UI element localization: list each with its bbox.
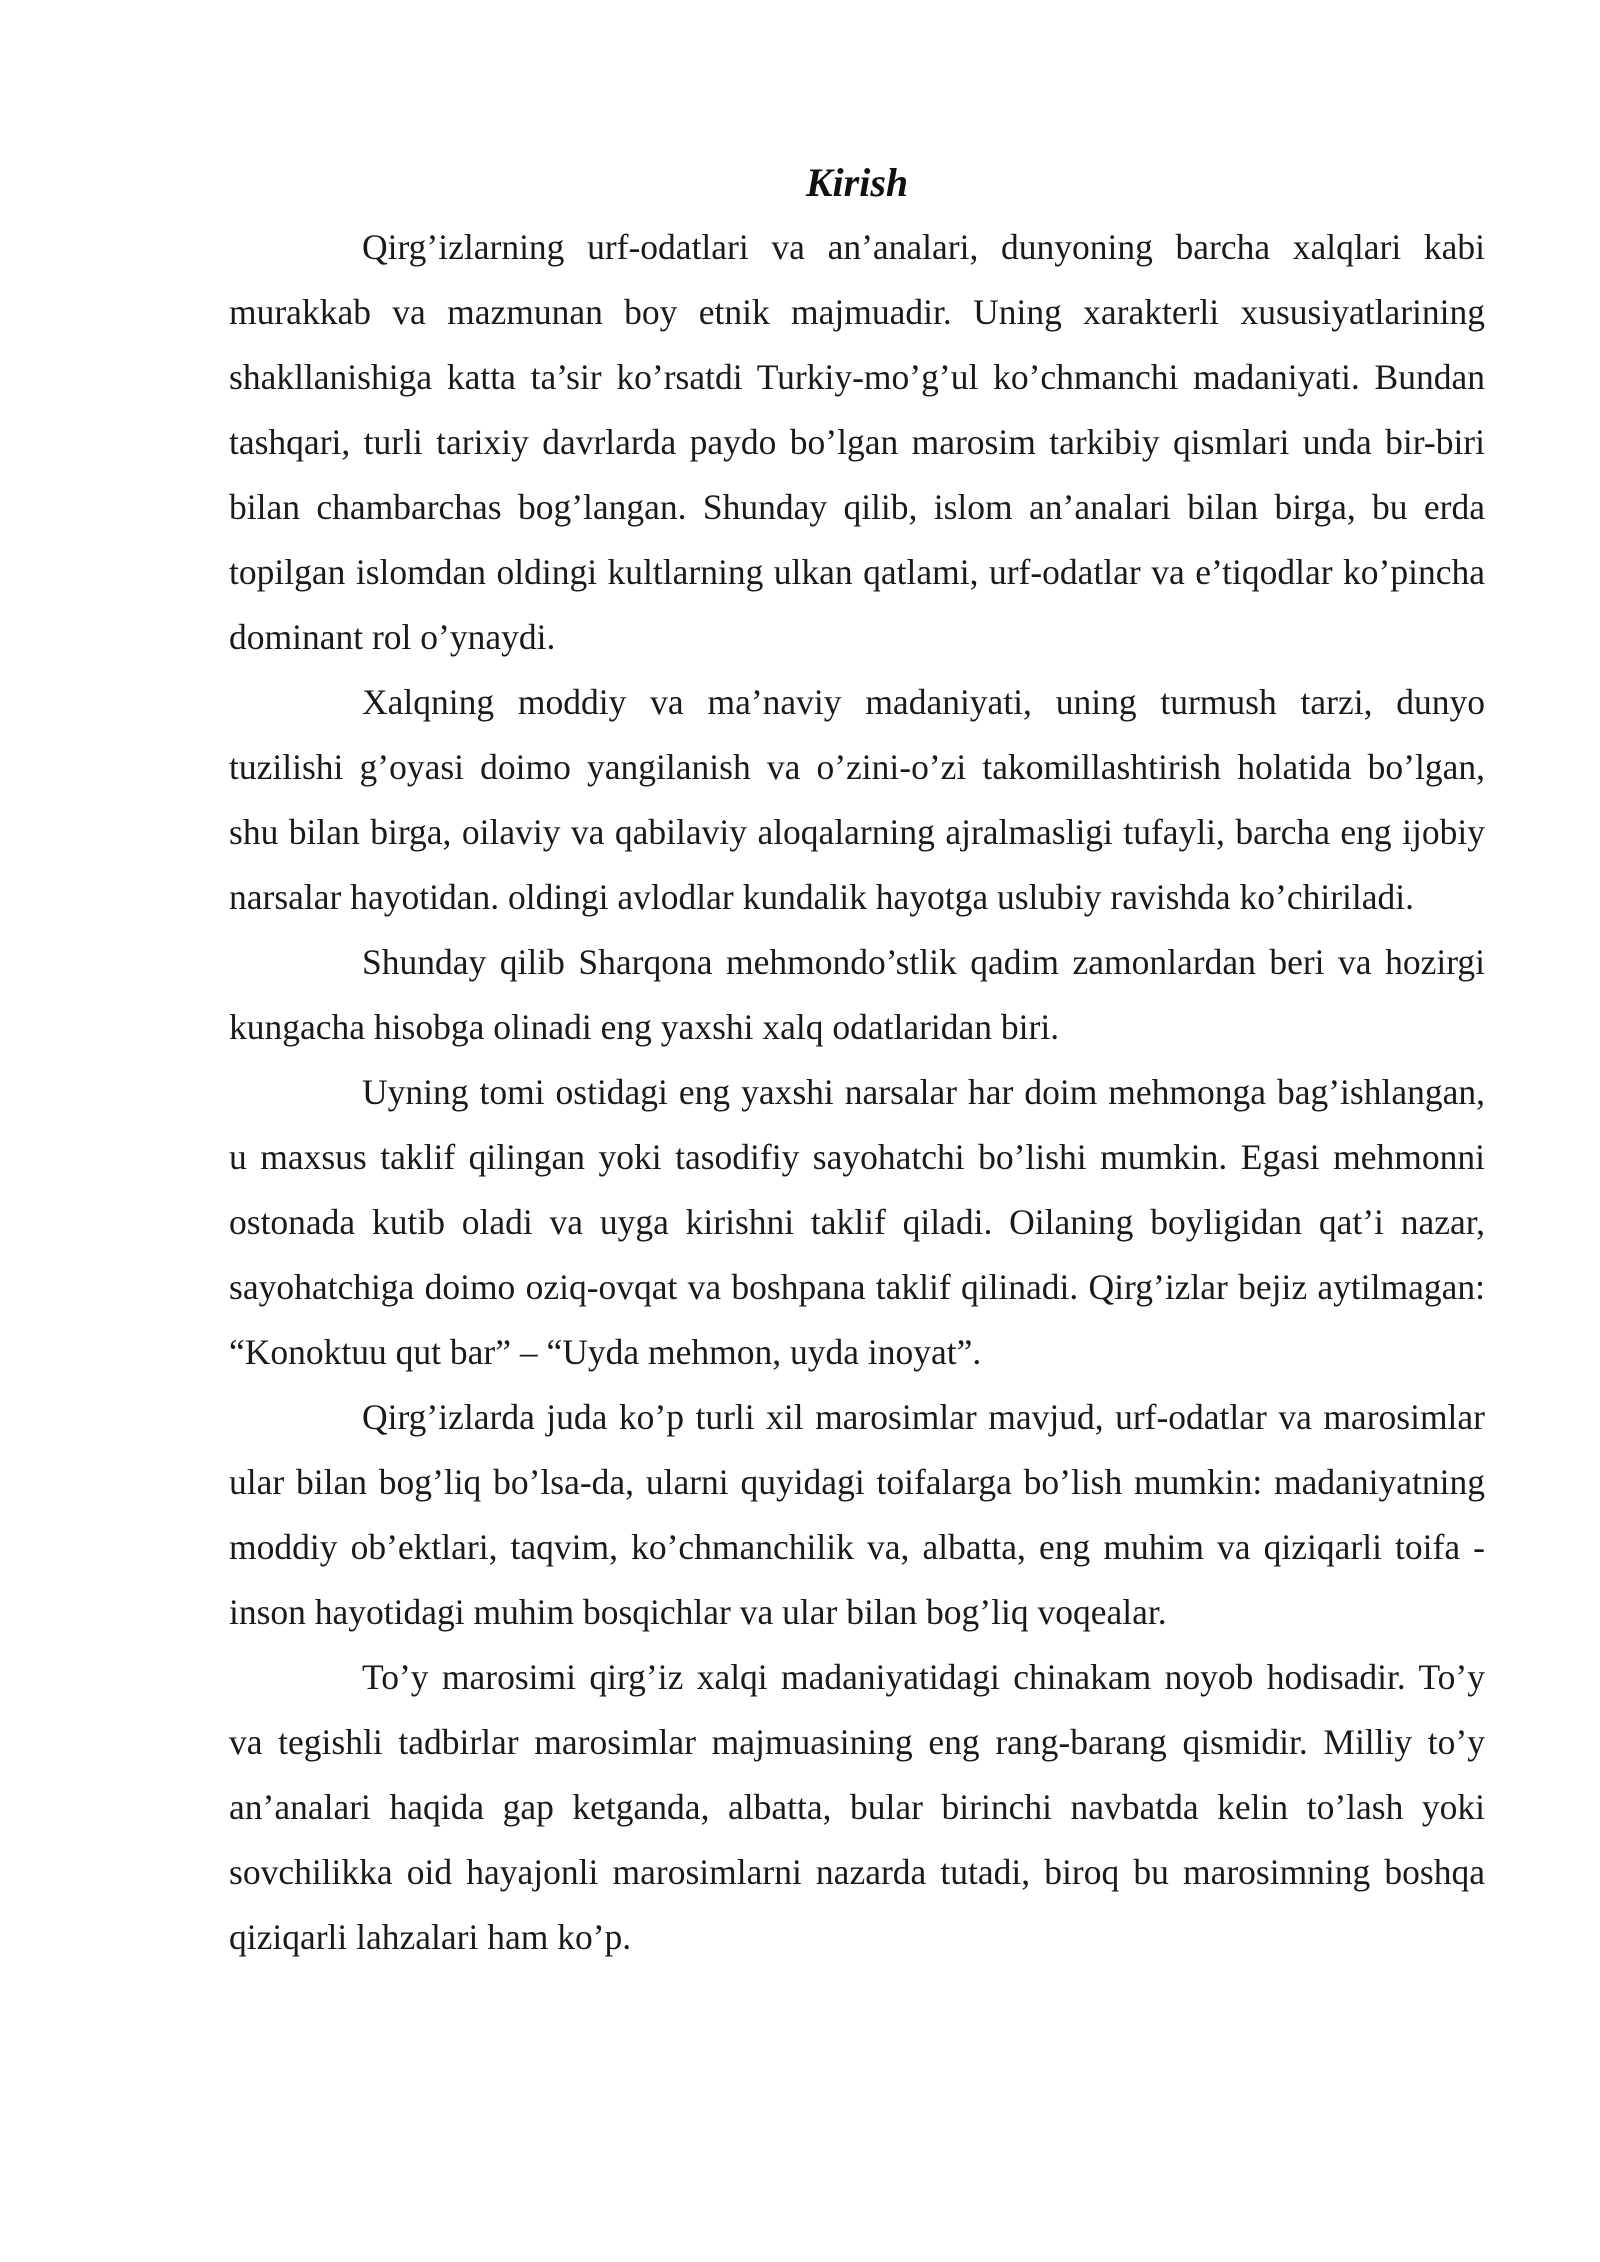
- paragraph-2: Xalqning moddiy va ma’naviy madaniyati, uning turmush tarzi, dunyo tuzilishi g’oyasi doimo yangilanish va o’zini-o’zi takomillashtirish holatida bo’lgan, shu bilan birga, oilaviy va qabilaviy aloqalarning ajralmasligi tufayli, barcha eng ijobiy narsalar hayotidan. oldingi avlodlar kundalik hayotga uslubiy ravishda ko’chiriladi.: [229, 682, 1485, 917]
- page-title: Kirish: [805, 160, 909, 205]
- paragraph-6: To’y marosimi qirg’iz xalqi madaniyatidagi chinakam noyob hodisadir. To’y va tegishli tadbirlar marosimlar majmuasining eng rang-barang qismidir. Milliy to’y an’analari haqida gap ketganda, albatta, bular birinchi navbatda kelin to’lash yoki sovchilikka oid hayajonli marosimlarni nazarda tutadi, biroq bu marosimning boshqa qiziqarli lahzalari ham ko’p.: [229, 1657, 1485, 1957]
- document-body: [229, 150, 1485, 1970]
- paragraph-3: Shunday qilib Sharqona mehmondo’stlik qadim zamonlardan beri va hozirgi kungacha hisobga olinadi eng yaxshi xalq odatlaridan biri.: [229, 942, 1485, 1047]
- paragraph-1: Qirg’izlarning urf-odatlari va an’analari, dunyoning barcha xalqlari kabi murakkab va mazmunan boy etnik majmuadir. Uning xarakterli xususiyatlarining shakllanishiga katta ta’sir ko’rsatdi Turkiy-mo’g’ul ko’chmanchi madaniyati. Bundan tashqari, turli tarixiy davrlarda paydo bo’lgan marosim tarkibiy qismlari unda bir-biri bilan chambarchas bog’langan. Shunday qilib, islom an’analari bilan birga, bu erda topilgan islomdan oldingi kultlarning ulkan qatlami, urf-odatlar va e’tiqodlar ko’pincha dominant rol o’ynaydi.: [229, 227, 1485, 657]
- paragraph-5: Qirg’izlarda juda ko’p turli xil marosimlar mavjud, urf-odatlar va marosimlar ular bilan bog’liq bo’lsa-da, ularni quyidagi toifalarga bo’lish mumkin: madaniyatning moddiy ob’ektlari, taqvim, ko’chmanchilik va, albatta, eng muhim va qiziqarli toifa - inson hayotidagi muhim bosqichlar va ular bilan bog’liq voqealar.: [229, 1397, 1485, 1632]
- paragraph-4: Uyning tomi ostidagi eng yaxshi narsalar har doim mehmonga bag’ishlangan, u maxsus taklif qilingan yoki tasodifiy sayohatchi bo’lishi mumkin. Egasi mehmonni ostonada kutib oladi va uyga kirishni taklif qiladi. Oilaning boyligidan qat’i nazar, sayohatchiga doimo oziq-ovqat va boshpana taklif qilinadi. Qirg’izlar bejiz aytilmagan: “Konoktuu qut bar” – “Uyda mehmon, uyda inoyat”.: [229, 1072, 1485, 1372]
